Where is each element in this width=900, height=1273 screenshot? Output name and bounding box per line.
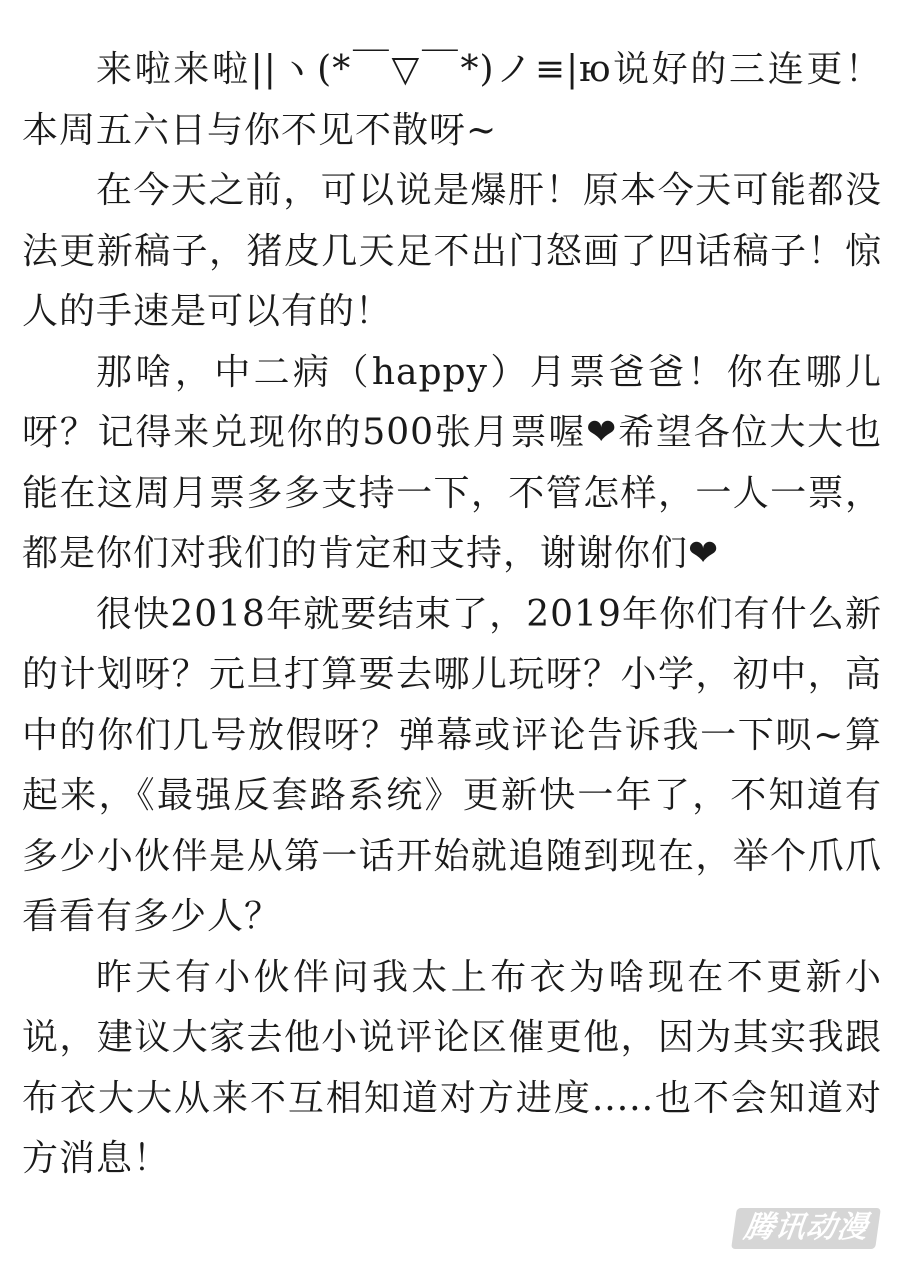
note-paragraph-2: 在今天之前，可以说是爆肝！原本今天可能都没法更新稿子，猪皮几天足不出门怒画了四话稿子！惊人的手速是可以有的！: [22, 170, 882, 332]
note-paragraph-5: 昨天有小伙伴问我太上布衣为啥现在不更新小说，建议大家去他小说评论区催更他，因为其实我跟布衣大大从来不互相知道对方进度.....也不会知道对方消息！: [22, 956, 882, 1179]
note-paragraph-1: 来啦来啦||ヽ(*￣▽￣*)ノ≡|ю说好的三连更！本周五六日与你不见不散呀~: [22, 49, 882, 151]
note-paragraph-4: 很快2018年就要结束了，2019年你们有什么新的计划呀？元旦打算要去哪儿玩呀？小学，初中，高中的你们几号放假呀？弹幕或评论告诉我一下呗~算起来，《最强反套路系统》更新快一年了，不知道有多少小伙伴是从第一话开始就追随到现在，举个爪爪看看有多少人？: [22, 593, 882, 937]
author-note-text: [22, 40, 882, 1190]
note-paragraph-3: 那啥，中二病（happy）月票爸爸！你在哪儿呀？记得来兑现你的500张月票喔❤希望各位大大也能在这周月票多多支持一下，不管怎样，一人一票，都是你们对我们的肯定和支持，谢谢你们❤: [22, 351, 882, 574]
tencent-comic-watermark-logo: 腾讯动漫: [731, 1208, 881, 1249]
